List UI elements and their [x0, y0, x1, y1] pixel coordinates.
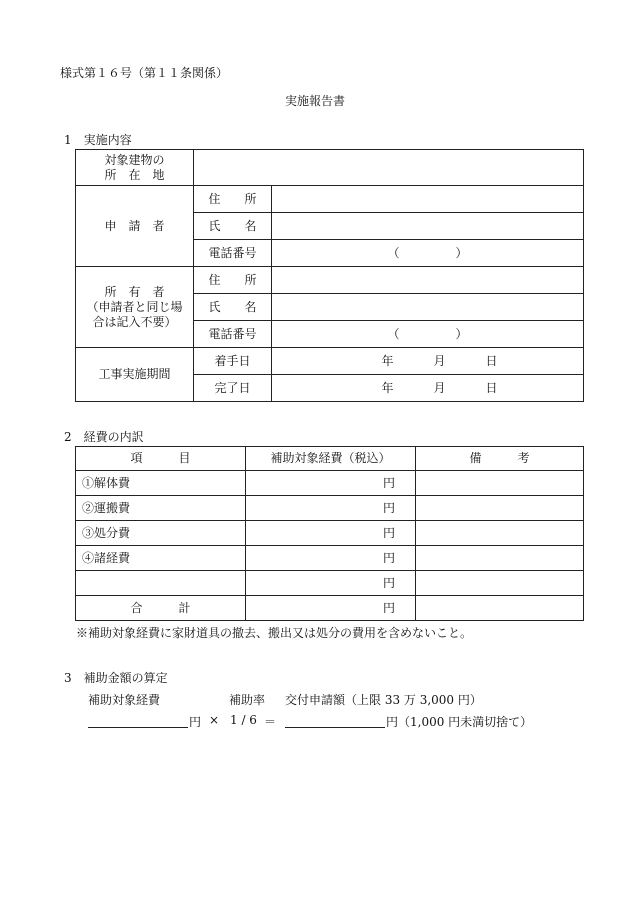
- building-location-label-line2: 所 在 地: [104, 167, 165, 182]
- table-row: [76, 521, 584, 546]
- section3-heading: 3 補助金額の算定: [64, 671, 168, 685]
- multiply-sign: ×: [209, 713, 220, 727]
- item-cell[interactable]: [76, 571, 246, 596]
- table-row: [76, 471, 584, 496]
- label-subsidy-rate: 補助率: [229, 693, 266, 707]
- col-note-header: 備 考: [416, 447, 584, 471]
- cost-cell[interactable]: 円: [246, 521, 416, 546]
- total-note-cell[interactable]: [416, 596, 584, 621]
- cost-cell[interactable]: 円: [246, 571, 416, 596]
- cost-note: ※補助対象経費に家財道具の撤去、搬出又は処分の費用を含めないこと。: [76, 626, 473, 640]
- page-title: 実施報告書: [284, 94, 345, 108]
- end-date-input[interactable]: [272, 375, 584, 402]
- item-cell: ②運搬費: [76, 496, 246, 521]
- equals-sign: ＝: [264, 715, 277, 729]
- item-cell: ④諸経費: [76, 546, 246, 571]
- section2-heading: 2 経費の内訳: [64, 430, 144, 444]
- applicant-phone-input[interactable]: [272, 240, 584, 267]
- subsidy-cost-input-line[interactable]: [88, 727, 188, 728]
- cost-cell[interactable]: 円: [246, 471, 416, 496]
- applicant-phone-label: 電話番号: [194, 240, 272, 267]
- yen-unit: 円: [189, 715, 202, 729]
- paren-open: （: [387, 326, 400, 341]
- paren-open: （: [387, 245, 400, 260]
- building-location-input[interactable]: [194, 150, 584, 186]
- label-subsidy-cost: 補助対象経費: [88, 693, 161, 707]
- table-row: [76, 546, 584, 571]
- owner-phone-label: 電話番号: [194, 321, 272, 348]
- section1-heading: 1 実施内容: [64, 133, 132, 147]
- owner-name-label: 氏 名: [194, 294, 272, 321]
- end-date-label: 完了日: [194, 375, 272, 402]
- implementation-table: [75, 149, 584, 402]
- paren-close: ）: [455, 245, 468, 260]
- subsidy-rate-value: 1 / 6: [230, 713, 257, 727]
- day-label: 日: [485, 380, 498, 395]
- year-label: 年: [381, 380, 394, 395]
- month-label: 月: [433, 380, 446, 395]
- year-label: 年: [381, 353, 394, 368]
- note-cell[interactable]: [416, 496, 584, 521]
- applicant-name-input[interactable]: [272, 213, 584, 240]
- owner-label-line2: （申請者と同じ場: [86, 299, 183, 314]
- owner-label-line1: 所 有 者: [104, 284, 165, 299]
- applicant-name-label: 氏 名: [194, 213, 272, 240]
- col-cost-header: 補助対象経費（税込）: [246, 447, 416, 471]
- note-cell[interactable]: [416, 546, 584, 571]
- applicant-address-label: 住 所: [194, 186, 272, 213]
- start-date-label: 着手日: [194, 348, 272, 375]
- owner-phone-input[interactable]: [272, 321, 584, 348]
- applicant-address-input[interactable]: [272, 186, 584, 213]
- note-cell[interactable]: [416, 571, 584, 596]
- cost-breakdown-table: [75, 446, 584, 621]
- form-number: 様式第１６号（第１１条関係）: [60, 66, 229, 80]
- building-location-label-line1: 対象建物の: [104, 152, 165, 167]
- owner-address-label: 住 所: [194, 267, 272, 294]
- col-item-header: 項 目: [76, 447, 246, 471]
- item-cell: ①解体費: [76, 471, 246, 496]
- total-cost-cell[interactable]: 円: [246, 596, 416, 621]
- note-cell[interactable]: [416, 521, 584, 546]
- total-label: 合 計: [76, 596, 246, 621]
- label-application-amount: 交付申請額（上限 33 万 3,000 円）: [285, 693, 482, 707]
- owner-name-input[interactable]: [272, 294, 584, 321]
- application-amount-input-line[interactable]: [285, 727, 385, 728]
- owner-label-line3: 合は記入不要）: [92, 314, 177, 329]
- applicant-label: 申 請 者: [76, 186, 194, 267]
- owner-address-input[interactable]: [272, 267, 584, 294]
- day-label: 日: [485, 353, 498, 368]
- cost-cell[interactable]: 円: [246, 496, 416, 521]
- cost-cell[interactable]: 円: [246, 546, 416, 571]
- construction-period-label: 工事実施期間: [76, 348, 194, 402]
- table-row: [76, 571, 584, 596]
- month-label: 月: [433, 353, 446, 368]
- building-location-label: [76, 150, 194, 186]
- start-date-input[interactable]: [272, 348, 584, 375]
- paren-close: ）: [455, 326, 468, 341]
- item-cell: ③処分費: [76, 521, 246, 546]
- building-location-row: [76, 150, 584, 186]
- owner-label: [76, 267, 194, 348]
- note-cell[interactable]: [416, 471, 584, 496]
- rounding-note: 円（1,000 円未満切捨て）: [386, 715, 533, 729]
- table-row: [76, 496, 584, 521]
- total-row: [76, 596, 584, 621]
